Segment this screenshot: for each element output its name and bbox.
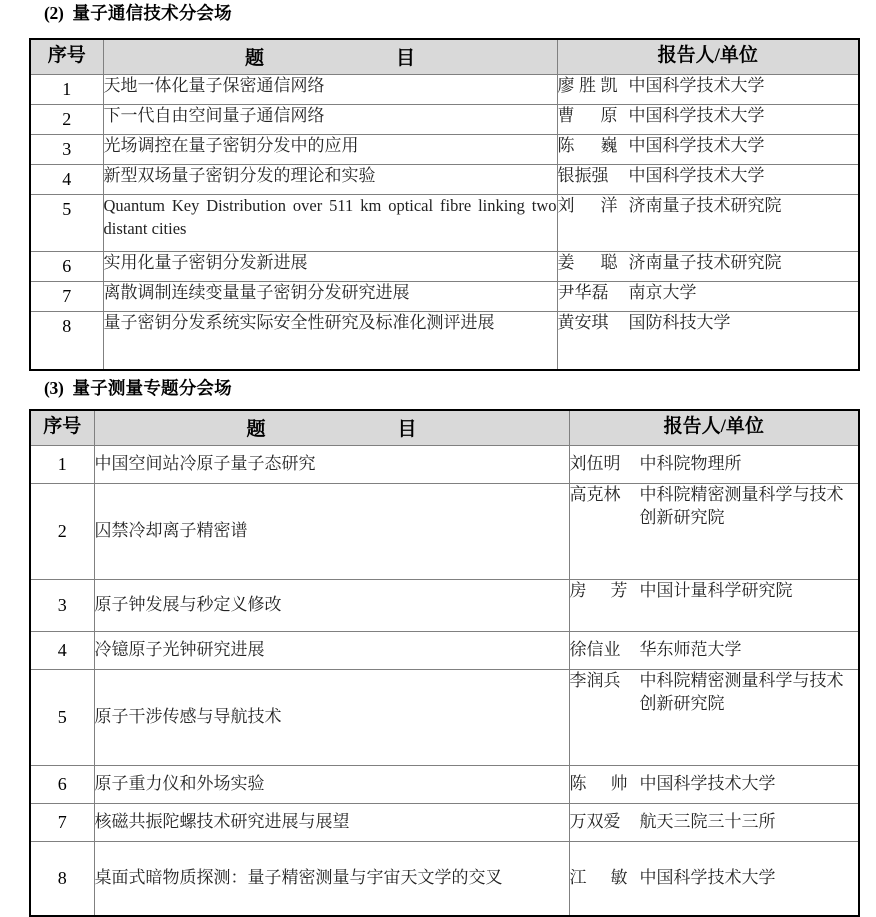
- row-speaker: [557, 105, 859, 135]
- column-header-speaker: 报告人/单位: [569, 410, 859, 446]
- speaker-org: 中国计量科学研究院: [639, 581, 793, 600]
- speaker-name: 高克林: [569, 485, 621, 504]
- row-index: 2: [30, 105, 103, 135]
- row-title: 原子干涉传感与导航技术: [94, 670, 569, 766]
- column-header-title-right: 目: [396, 48, 416, 69]
- row-index: 7: [30, 804, 94, 842]
- speaker-org: 华东师范大学: [639, 640, 742, 660]
- row-index: 1: [30, 75, 103, 105]
- table-header: [30, 39, 859, 75]
- table-row: [30, 165, 859, 195]
- row-speaker: [569, 580, 859, 632]
- speaker-name: 陈巍: [557, 136, 618, 155]
- column-header-index: 序号: [30, 410, 94, 446]
- row-speaker: [557, 135, 859, 165]
- agenda-table-quantum-measurement: [29, 409, 860, 917]
- row-title: 实用化量子密钥分发新进展: [103, 252, 557, 282]
- row-title: 囚禁冷却离子精密谱: [94, 484, 569, 580]
- row-speaker: [569, 842, 859, 916]
- table-row: [30, 842, 859, 916]
- speaker-name: 陈帅: [569, 774, 628, 794]
- row-title: 桌面式暗物质探测：量子精密测量与宇宙天文学的交叉: [94, 842, 569, 916]
- row-speaker: [557, 165, 859, 195]
- row-index: 3: [30, 135, 103, 165]
- row-speaker: [569, 446, 859, 484]
- speaker-name: 廖胜凯: [557, 76, 618, 95]
- speaker-name: 李润兵: [569, 671, 621, 690]
- table-header-row: [30, 39, 859, 75]
- row-title: 光场调控在量子密钥分发中的应用: [103, 135, 557, 165]
- table-body: [30, 75, 859, 370]
- speaker-name: 刘洋: [557, 196, 618, 215]
- row-title: 原子重力仪和外场实验: [94, 766, 569, 804]
- row-title: 核磁共振陀螺技术研究进展与展望: [94, 804, 569, 842]
- column-header-speaker: 报告人/单位: [557, 39, 859, 75]
- table-row: [30, 312, 859, 370]
- speaker-org: 中国科学技术大学: [628, 136, 765, 155]
- row-speaker: [557, 312, 859, 370]
- column-header-title-left: 题: [246, 419, 266, 440]
- row-title: 量子密钥分发系统实际安全性研究及标准化测评进展: [103, 312, 557, 370]
- section-title: 量子通信技术分会场: [72, 3, 232, 23]
- table-row: [30, 135, 859, 165]
- row-speaker: [569, 766, 859, 804]
- row-speaker: [569, 804, 859, 842]
- row-index: 2: [30, 484, 94, 580]
- row-title: 天地一体化量子保密通信网络: [103, 75, 557, 105]
- row-speaker: [557, 282, 859, 312]
- table-row: [30, 580, 859, 632]
- agenda-table-quantum-communication: [29, 38, 860, 371]
- speaker-name: 房芳: [569, 581, 628, 600]
- row-title: 中国空间站冷原子量子态研究: [94, 446, 569, 484]
- row-speaker: [557, 195, 859, 252]
- table-row: [30, 75, 859, 105]
- row-index: 6: [30, 252, 103, 282]
- speaker-org: 航天三院三十三所: [639, 812, 776, 832]
- row-speaker: [569, 670, 859, 766]
- speaker-org: 中国科学技术大学: [628, 76, 765, 95]
- section-heading-2: [44, 3, 232, 24]
- row-speaker: [557, 252, 859, 282]
- row-index: 6: [30, 766, 94, 804]
- row-index: 5: [30, 195, 103, 252]
- table-header: [30, 410, 859, 446]
- row-title: 下一代自由空间量子通信网络: [103, 105, 557, 135]
- section-title: 量子测量专题分会场: [72, 378, 232, 398]
- row-title: 离散调制连续变量量子密钥分发研究进展: [103, 282, 557, 312]
- speaker-name: 姜聪: [557, 253, 618, 272]
- row-index: 8: [30, 842, 94, 916]
- speaker-name: 徐信业: [569, 640, 621, 660]
- row-speaker: [569, 484, 859, 580]
- column-header-title: [103, 39, 557, 75]
- speaker-name: 万双爱: [569, 812, 621, 832]
- row-index: 8: [30, 312, 103, 370]
- table-row: [30, 105, 859, 135]
- speaker-org: 济南量子技术研究院: [628, 196, 782, 215]
- table-row: [30, 632, 859, 670]
- column-header-index: 序号: [30, 39, 103, 75]
- table-row: [30, 195, 859, 252]
- row-index: 7: [30, 282, 103, 312]
- speaker-org: 中国科学技术大学: [639, 867, 776, 887]
- table-row: [30, 484, 859, 580]
- section-number: (2): [44, 3, 64, 23]
- row-index: 3: [30, 580, 94, 632]
- speaker-org: 中科院精密测量科学与技术创新研究院: [639, 485, 844, 527]
- speaker-org: 中国科学技术大学: [639, 774, 776, 794]
- column-header-title: [94, 410, 569, 446]
- table-row: [30, 282, 859, 312]
- speaker-org: 中科院物理所: [639, 454, 742, 474]
- speaker-name: 曹原: [557, 106, 618, 125]
- table-header-row: [30, 410, 859, 446]
- speaker-name: 黄安琪: [557, 313, 609, 332]
- speaker-org: 中国科学技术大学: [628, 166, 765, 185]
- row-speaker: [569, 632, 859, 670]
- row-title: 新型双场量子密钥分发的理论和实验: [103, 165, 557, 195]
- table-row: [30, 804, 859, 842]
- speaker-name: 刘伍明: [569, 454, 621, 474]
- speaker-name: 银振强: [557, 166, 609, 185]
- speaker-name: 尹华磊: [557, 283, 609, 302]
- row-title: 冷镱原子光钟研究进展: [94, 632, 569, 670]
- row-index: 1: [30, 446, 94, 484]
- row-index: 4: [30, 632, 94, 670]
- speaker-org: 中国科学技术大学: [628, 106, 765, 125]
- column-header-title-left: 题: [244, 48, 264, 69]
- table-row: [30, 252, 859, 282]
- row-title: 原子钟发展与秒定义修改: [94, 580, 569, 632]
- table-body: [30, 446, 859, 916]
- section-number: (3): [44, 378, 64, 398]
- speaker-org: 济南量子技术研究院: [628, 253, 782, 272]
- speaker-name: 江敏: [569, 867, 628, 887]
- column-header-title-right: 目: [397, 419, 417, 440]
- table-row: [30, 670, 859, 766]
- table-row: [30, 446, 859, 484]
- speaker-org: 国防科技大学: [628, 313, 731, 332]
- row-title: Quantum Key Distribution over 511 km optical fibre linking two distant cities: [103, 195, 557, 252]
- row-speaker: [557, 75, 859, 105]
- speaker-org: 南京大学: [628, 283, 697, 302]
- row-index: 4: [30, 165, 103, 195]
- section-heading-3: [44, 378, 232, 399]
- row-index: 5: [30, 670, 94, 766]
- speaker-org: 中科院精密测量科学与技术创新研究院: [639, 671, 844, 713]
- table-row: [30, 766, 859, 804]
